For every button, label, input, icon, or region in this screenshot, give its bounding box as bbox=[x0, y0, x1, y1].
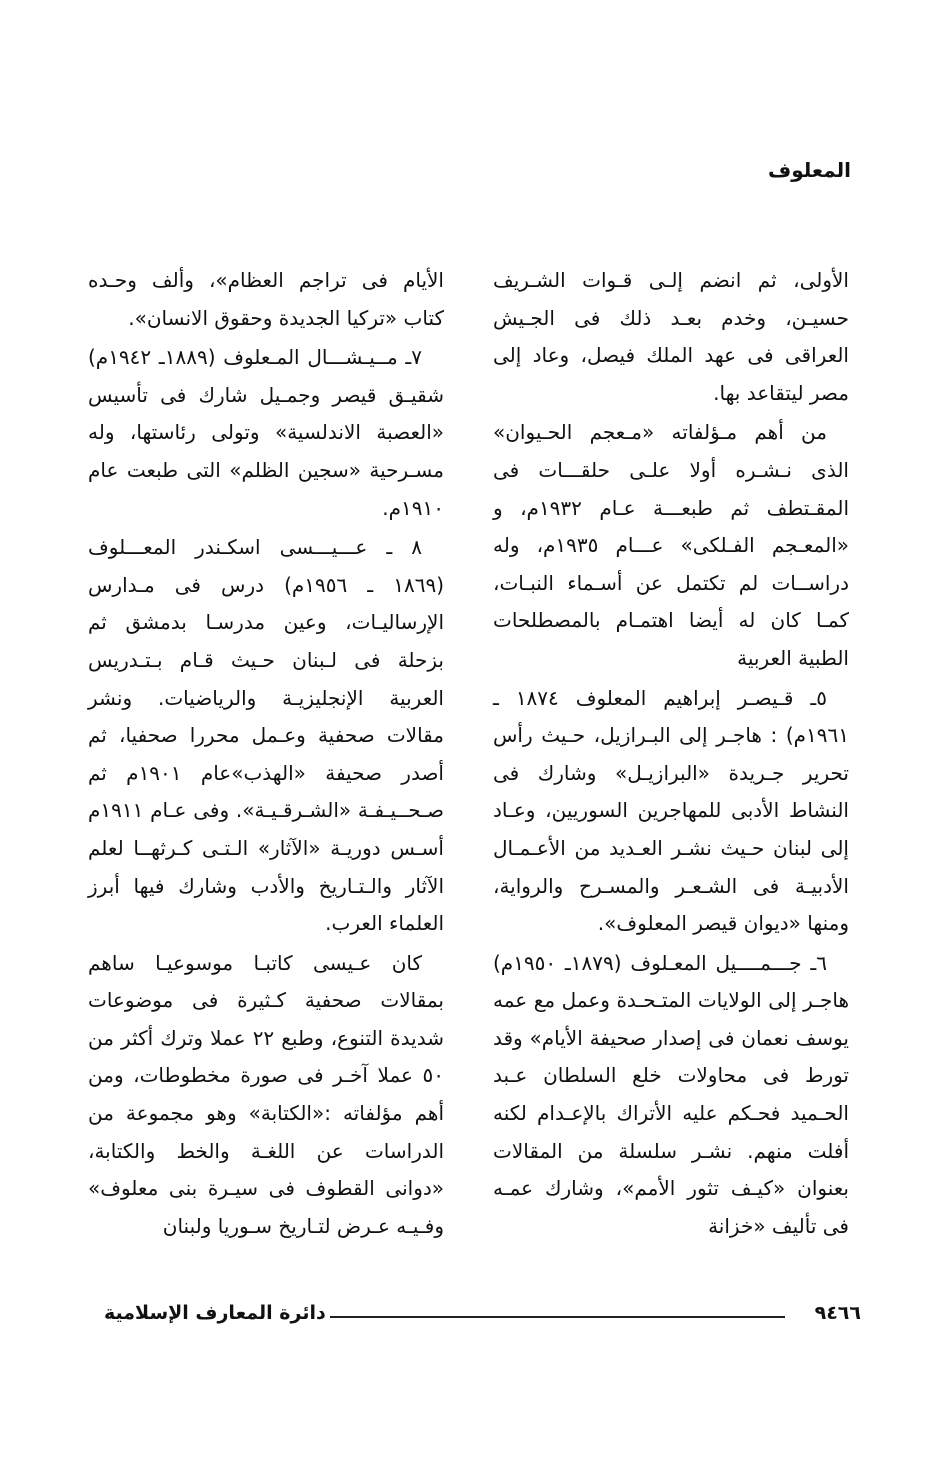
footer-rule bbox=[330, 1316, 785, 1318]
paragraph: ٧ـ مــيـشـــال المـعلوف (١٨٨٩ـ ١٩٤٢م) شقيـق قيصر وجمـيل شارك فى تأسيس «العصبة الاندلسية» وتولى رئاستها، وله مسـرحية «سجين الظلم» التى طبعت عام ١٩١٠م. bbox=[88, 345, 444, 520]
footer-title: دائرة المعارف الإسلامية bbox=[104, 1302, 326, 1324]
page-number: ٩٤٦٦ bbox=[814, 1302, 861, 1324]
paragraph: الأيام فى تراجم العظام»، وألف وحـده كتاب «تركيا الجديدة وحقوق الانسان». bbox=[88, 268, 444, 330]
paragraph: من أهم مـؤلفاته «مـعجم الحـيوان» الذى نـشـره أولا علـى حلقـــات فى المقـتطف ثم طبعـــة عـام ١٩٣٢م، و «المعـجم الفـلكى» عـــام ١٩٣٥م، وله دراســات لم تكتمل عن أسـماء النبـات، كمـا كان له أيضا اهتمـام بالمصطلحات الطبية العربية bbox=[493, 420, 850, 670]
paragraph: ٦ـ جـــمــــيل المعـلوف (١٨٧٩ـ ١٩٥٠م) هاجـر إلى الولايات المتـحـدة وعمل مع عمه يوسف نعمان فى إصدار صحيفة الأيام» وقد تورط فى محاولات خلع السلطان عـبد الحـميد فحـكم عليه الأتراك بالإعـدام لكنه أفلت منهم. نشـر سلسلة من المقالات بعنوان «كيـف تثور الأمم»، وشارك عمـه فى تأليف «خزانة bbox=[493, 950, 849, 1238]
paragraph: ٥ـ قـيصـر إبراهيم المعلوف ١٨٧٤ ـ ١٩٦١م) : هاجـر إلى البـرازيل، حـيث رأس تحرير جـريدة «البرازيـل» وشارك فى النشاط الأدبى للمهاجرين السوريين، وعـاد إلى لبنان حـيث نشـر العـديد من الأعـمـال الأدبيـة فى الشـعـر والمسـرح والرواية، ومنها «ديوان قيصر المعلوف». bbox=[493, 685, 849, 936]
paragraph: الأولى، ثم انضم إلـى قـوات الشـريف حسيـن، وخدم بعـد ذلك فى الجـيش العراقى فى عهد الملك فيصل، وعاد إلى مصر ليتقاعد بها. bbox=[493, 268, 849, 405]
left-column bbox=[88, 262, 444, 1247]
paragraph: كان عـيسى كاتبـا موسوعيـا ساهم بمقالات صحفية كـثيرة فى موضوعات شديدة التنوع، وطبع ٢٢ عملا وترك أكثر من ٥٠ عملا آخـر فى صورة مخطوطات، ومن أهم مؤلفاته :«الكتابة» وهو مجموعة من الدراسات عن اللغـة والخط والكتابة، «دوانى القطوف فى سيـرة بنى معلوف» وفـيـه عـرض لتـاريخ سـوريا ولبنان bbox=[88, 950, 444, 1238]
running-head: المعلوف bbox=[768, 158, 851, 182]
right-column bbox=[493, 262, 849, 1247]
page-footer bbox=[0, 1302, 933, 1332]
paragraph: ٨ ـ عـــيـــسى اسكـندر المعـــلوف (١٨٦٩ ـ ١٩٥٦م) درس فى مـدارس الإرساليـات، وعين مدرسـا بدمشق ثم بزحلة فى لـبنان حـيث قـام بـتـدريس العربية الإنجليزيـة والرياضيات. ونشر مقالات صحفية وعـمل محررا صحفيا، ثم أصدر صحيفة «الهذب»عام ١٩٠١م ثم صـحــيـفـة «الشـرقـيـة». وفى عـام ١٩١١م أسـس دوريـة «الآثار» الـتـى كـرثهــا لعلم الآثار والـتـاريخ والأدب وشارك فيها أبرز العلماء العرب. bbox=[88, 535, 445, 936]
